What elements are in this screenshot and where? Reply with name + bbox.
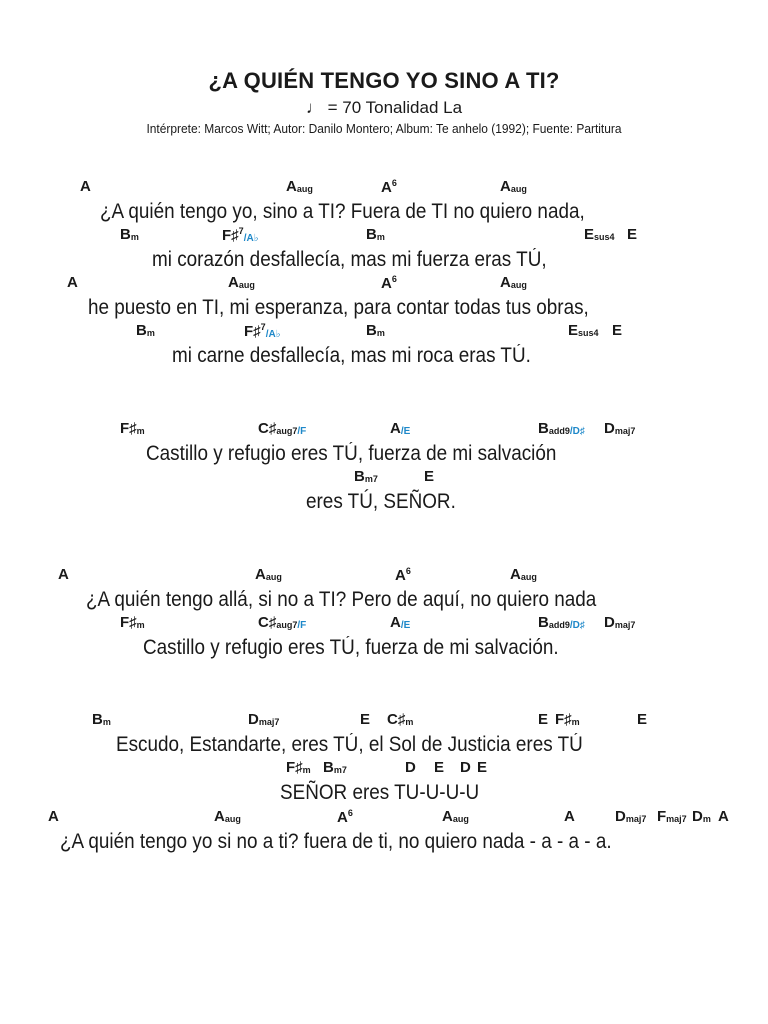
chord-bass-note: /E <box>400 426 411 437</box>
chord-symbol <box>657 808 687 825</box>
chord-quality: aug <box>452 814 469 824</box>
chord-quality: m <box>405 717 414 727</box>
chord-quality: aug7 <box>276 620 298 630</box>
chord-quality: 6 <box>391 274 397 284</box>
chord-quality: 7 <box>260 322 266 332</box>
chord-root: E <box>584 226 595 243</box>
chord-root: A <box>395 567 406 584</box>
chord-root: B <box>92 711 103 728</box>
chord-bass-note: /E <box>400 620 411 631</box>
chord-symbol <box>718 808 729 825</box>
lyric-line: mi corazón desfallecía, mas mi fuerza eras TÚ, <box>152 248 547 271</box>
chord-root: F♯ <box>555 711 572 728</box>
chord-quality: aug7 <box>276 426 298 436</box>
chord-quality: m7 <box>333 765 347 775</box>
chord-symbol <box>615 808 646 825</box>
chord-symbol <box>460 759 471 776</box>
chord-symbol <box>538 711 548 728</box>
chord-root: C♯ <box>258 614 277 631</box>
chord-symbol <box>390 420 410 437</box>
chord-root: A <box>214 808 225 825</box>
chord-root: A <box>228 274 239 291</box>
chord-symbol <box>692 808 711 825</box>
chord-root: A <box>500 274 511 291</box>
chord-root: E <box>360 711 371 728</box>
lyric-line: ¿A quién tengo allá, si no a TI? Pero de aquí, no quiero nada <box>86 588 597 611</box>
lyric-line: ¿A quién tengo yo, sino a TI? Fuera de TI no quiero nada, <box>100 200 585 223</box>
chord-root: D <box>692 808 703 825</box>
chord-root: B <box>323 759 334 776</box>
chord-quality: m <box>130 232 139 242</box>
chord-quality: aug <box>224 814 241 824</box>
chord-symbol <box>354 468 378 485</box>
chord-bass-note: /F <box>297 620 307 631</box>
chord-root: E <box>477 759 488 776</box>
chord-root: B <box>136 322 147 339</box>
chord-symbol <box>627 226 637 243</box>
chord-symbol <box>58 566 69 583</box>
chord-root: A <box>381 275 392 292</box>
chord-symbol <box>637 711 647 728</box>
chord-root: B <box>354 468 365 485</box>
chord-quality: m <box>702 814 711 824</box>
chord-quality: maj7 <box>625 814 647 824</box>
chord-root: A <box>381 179 392 196</box>
chord-symbol <box>390 614 410 631</box>
lyric-line: Escudo, Estandarte, eres TÚ, el Sol de Justicia eres TÚ <box>116 733 583 756</box>
chord-quality: 6 <box>405 566 411 576</box>
chord-symbol <box>381 178 397 196</box>
lyric-line: Castillo y refugio eres TÚ, fuerza de mi salvación. <box>143 636 559 659</box>
chord-root: F♯ <box>222 227 239 244</box>
chord-quality: 6 <box>391 178 397 188</box>
chord-quality: 7 <box>238 226 244 236</box>
chord-root: E <box>434 759 445 776</box>
song-title: ¿A QUIÉN TENGO YO SINO A TI? <box>208 68 560 93</box>
chord-quality: maj7 <box>614 620 636 630</box>
chord-quality: aug <box>265 572 282 582</box>
chord-root: E <box>568 322 579 339</box>
chord-symbol <box>381 274 397 292</box>
chord-quality: sus4 <box>578 328 599 338</box>
chord-symbol <box>442 808 469 825</box>
chord-root: F♯ <box>286 759 303 776</box>
chord-root: A <box>67 274 78 291</box>
chord-symbol <box>424 468 434 485</box>
chord-quality: aug <box>238 280 255 290</box>
chord-symbol <box>366 226 385 243</box>
chord-root: B <box>366 322 377 339</box>
chord-quality: m <box>102 717 111 727</box>
chord-symbol <box>120 420 145 437</box>
lyric-line: eres TÚ, SEÑOR. <box>306 490 456 513</box>
chord-quality: maj7 <box>666 814 687 824</box>
chord-root: A <box>564 808 575 825</box>
chord-symbol <box>604 614 635 631</box>
chord-quality: sus4 <box>594 232 615 242</box>
chord-root: F <box>657 808 667 825</box>
chord-root: A <box>255 566 266 583</box>
chord-symbol <box>120 226 139 243</box>
chord-quality: aug <box>510 280 527 290</box>
chord-symbol <box>120 614 145 631</box>
chord-symbol <box>258 614 306 631</box>
chord-root: C♯ <box>387 711 406 728</box>
chord-quality: m <box>376 328 385 338</box>
chord-root: B <box>538 614 549 631</box>
chord-root: A <box>390 614 401 631</box>
chord-symbol <box>323 759 347 776</box>
chord-symbol <box>337 808 353 826</box>
chord-quality: m <box>136 426 145 436</box>
chord-root: A <box>80 178 91 195</box>
chord-root: A <box>500 178 511 195</box>
chord-quality: add9 <box>548 426 570 436</box>
chord-symbol <box>500 178 527 195</box>
chord-root: E <box>538 711 549 728</box>
chord-root: E <box>424 468 435 485</box>
chord-root: D <box>405 759 416 776</box>
chord-root: B <box>120 226 131 243</box>
chord-symbol <box>538 614 585 631</box>
chord-symbol <box>136 322 155 339</box>
chord-symbol <box>366 322 385 339</box>
chord-symbol <box>92 711 111 728</box>
chord-symbol <box>286 759 311 776</box>
chord-root: E <box>612 322 623 339</box>
chord-symbol <box>228 274 255 291</box>
chord-symbol <box>80 178 91 195</box>
chord-quality: m7 <box>364 474 378 484</box>
chord-root: A <box>58 566 69 583</box>
chord-symbol <box>564 808 575 825</box>
chord-root: A <box>442 808 453 825</box>
chord-quality: m <box>571 717 580 727</box>
chord-symbol <box>258 420 306 437</box>
chord-root: D <box>460 759 471 776</box>
chord-root: A <box>718 808 729 825</box>
chord-symbol <box>405 759 416 776</box>
chord-root: E <box>637 711 648 728</box>
chord-symbol <box>555 711 580 728</box>
chord-symbol <box>584 226 615 243</box>
chord-root: D <box>615 808 626 825</box>
chord-quality: m <box>146 328 155 338</box>
chord-quality: m <box>302 765 311 775</box>
chord-symbol <box>255 566 282 583</box>
chord-root: F♯ <box>244 323 261 340</box>
chord-quality: aug <box>296 184 313 194</box>
chord-quality: add9 <box>548 620 570 630</box>
chord-bass-note: /A♭ <box>243 233 259 244</box>
chord-quality: aug <box>520 572 537 582</box>
chord-symbol <box>360 711 370 728</box>
chord-symbol <box>538 420 585 437</box>
chord-symbol <box>434 759 444 776</box>
chord-quality: aug <box>510 184 527 194</box>
chord-root: B <box>366 226 377 243</box>
chord-symbol <box>244 322 280 340</box>
chord-bass-note: /D♯ <box>569 620 585 631</box>
chord-symbol <box>510 566 537 583</box>
chord-root: F♯ <box>120 420 137 437</box>
chord-quality: m <box>376 232 385 242</box>
chord-bass-note: /F <box>297 426 307 437</box>
chord-symbol <box>395 566 411 584</box>
chord-root: B <box>538 420 549 437</box>
chord-bass-note: /A♭ <box>265 329 281 340</box>
chord-symbol <box>214 808 241 825</box>
chord-root: A <box>48 808 59 825</box>
chord-root: A <box>510 566 521 583</box>
chord-root: A <box>337 809 348 826</box>
chord-root: D <box>604 614 615 631</box>
chord-root: E <box>627 226 638 243</box>
chord-quality: maj7 <box>258 717 280 727</box>
chord-symbol <box>568 322 599 339</box>
tempo-key: ♩ = 70 Tonalidad La <box>305 98 463 117</box>
chord-root: D <box>604 420 615 437</box>
lyric-line: mi carne desfallecía, mas mi roca eras TÚ. <box>172 344 531 367</box>
chord-root: C♯ <box>258 420 277 437</box>
chord-quality: 6 <box>347 808 353 818</box>
chord-symbol <box>604 420 635 437</box>
chord-symbol <box>248 711 279 728</box>
lyric-line: SEÑOR eres TU-U-U-U <box>280 781 480 804</box>
lyric-line: he puesto en TI, mi esperanza, para contar todas tus obras, <box>88 296 589 319</box>
song-credits: Intérprete: Marcos Witt; Autor: Danilo Montero; Album: Te anhelo (1992); Fuente: Partitura <box>146 121 622 136</box>
chord-symbol <box>387 711 413 728</box>
chord-symbol <box>67 274 78 291</box>
lyric-line: Castillo y refugio eres TÚ, fuerza de mi salvación <box>146 442 557 465</box>
chord-bass-note: /D♯ <box>569 426 585 437</box>
chord-symbol <box>477 759 487 776</box>
chord-symbol <box>286 178 313 195</box>
chord-root: D <box>248 711 259 728</box>
chord-root: F♯ <box>120 614 137 631</box>
chord-root: A <box>286 178 297 195</box>
chord-symbol <box>222 226 258 244</box>
lyric-line: ¿A quién tengo yo si no a ti? fuera de ti, no quiero nada - a - a - a. <box>60 830 612 853</box>
chord-quality: maj7 <box>614 426 636 436</box>
chord-symbol <box>48 808 59 825</box>
chord-quality: m <box>136 620 145 630</box>
chord-symbol <box>612 322 622 339</box>
chord-symbol <box>500 274 527 291</box>
chord-root: A <box>390 420 401 437</box>
